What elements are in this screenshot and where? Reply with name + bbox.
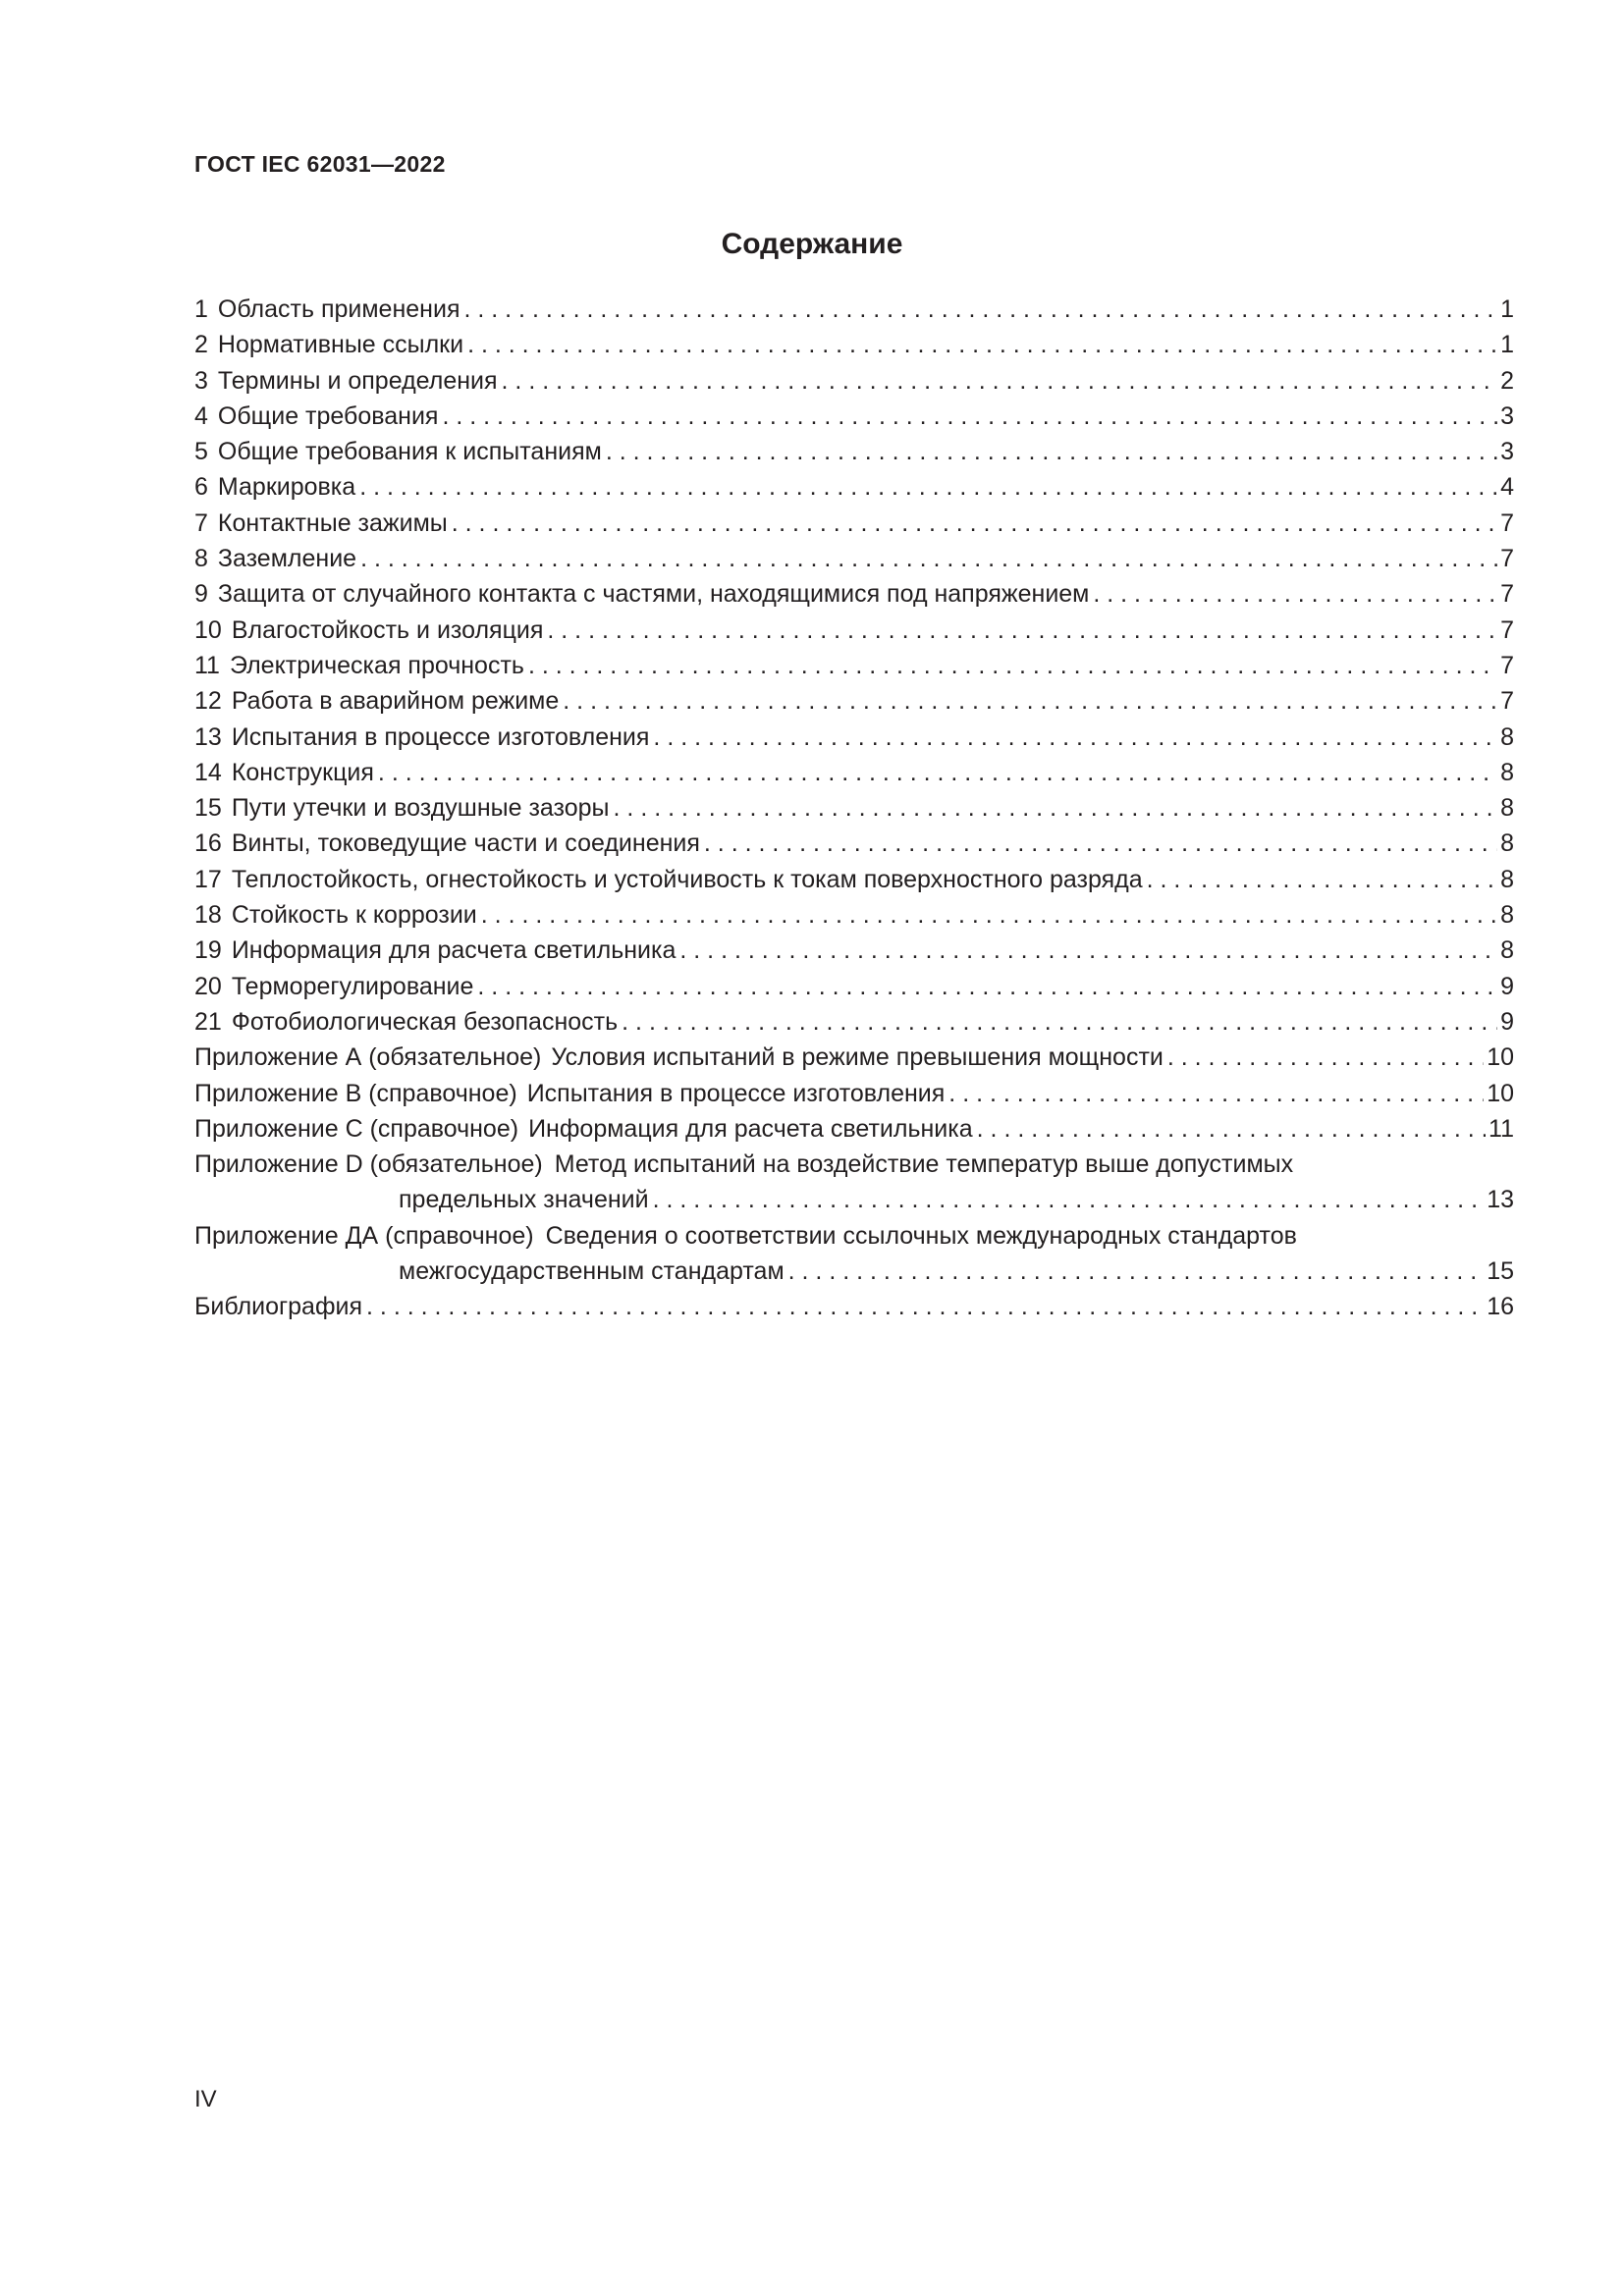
toc-page-number: 4 [1500,473,1514,502]
dot-leader [360,541,1497,576]
toc-entry-title: Информация для расчета светильника [231,936,677,965]
toc-page-number: 3 [1500,401,1514,430]
dot-leader [1093,576,1497,612]
toc-entry[interactable] [194,862,1514,897]
toc-page-number: 8 [1500,758,1514,786]
dot-leader [477,969,1497,1004]
annex-label: Приложение А (обязательное) [194,1043,542,1072]
dot-leader [653,720,1497,755]
toc-page-number: 10 [1487,1079,1514,1107]
toc-entry-title: Конструкция [231,758,374,786]
toc-entry-number: 10 [194,615,222,644]
toc-entry[interactable] [194,292,1514,327]
dot-leader [563,683,1497,719]
toc-entry[interactable] [194,576,1514,612]
toc-entry-title: Маркировка [217,473,356,502]
toc-entry-title: Испытания в процессе изготовления [231,722,650,751]
page-title: Содержание [721,228,903,260]
toc-page-number: 13 [1487,1186,1514,1214]
toc-entry[interactable] [194,506,1514,541]
toc-entry-number: 14 [194,758,222,786]
dot-leader [948,1076,1484,1111]
toc-entry-title: Общие требования [217,401,439,430]
toc-entry-number: 7 [194,508,208,537]
toc-entry-title: Условия испытаний в режиме превышения мощности [551,1043,1164,1072]
toc-page-number: 11 [1489,1114,1514,1143]
toc-entry-number: 1 [194,295,208,323]
dot-leader [704,826,1497,861]
toc-page-number: 15 [1487,1257,1514,1286]
toc-sections [194,292,1514,1040]
toc-page-number: 1 [1500,331,1514,359]
dot-leader [622,1004,1497,1040]
toc-page-number: 9 [1500,1007,1514,1036]
toc-entry-annex-da[interactable] [194,1218,1514,1290]
toc-entry[interactable] [194,327,1514,362]
toc-entry[interactable] [194,790,1514,826]
toc-page-number: 7 [1500,580,1514,609]
toc-entry-title-line1: Метод испытаний на воздействие температур выше допустимых [554,1150,1294,1179]
annex-label: Приложение D (обязательное) [194,1150,543,1179]
toc-entry[interactable] [194,755,1514,790]
toc-entry-title: Контактные зажимы [217,508,448,537]
dot-leader [1167,1040,1484,1075]
dot-leader [359,469,1497,505]
dot-leader [606,434,1497,469]
dot-leader [653,1182,1485,1217]
toc-page-number: 8 [1500,794,1514,823]
toc-page-number: 16 [1487,1293,1514,1321]
dot-leader [788,1254,1485,1289]
toc-entry-number: 8 [194,545,208,573]
dot-leader [366,1289,1484,1324]
dot-leader [528,648,1497,683]
dot-leader [481,897,1497,933]
standard-designation: ГОСТ IEC 62031—2022 [194,151,446,177]
toc-entry[interactable] [194,399,1514,434]
toc-entry-number: 20 [194,972,222,1000]
dot-leader [467,327,1497,362]
dot-leader [378,755,1497,790]
toc-entry-number: 4 [194,401,208,430]
toc-entry[interactable] [194,613,1514,648]
toc-entry-title: Электрическая прочность [229,651,524,679]
dot-leader [977,1111,1486,1147]
toc-page-number: 8 [1500,722,1514,751]
toc-page-number: 8 [1500,829,1514,858]
dot-leader [679,933,1497,968]
annex-label: Приложение В (справочное) [194,1079,517,1107]
toc-entry-number: 16 [194,829,222,858]
toc-entry-annex-b[interactable] [194,1076,1514,1111]
toc-entry[interactable] [194,897,1514,933]
dot-leader [614,790,1498,826]
toc-entry-annex-d[interactable] [194,1147,1514,1218]
toc-entry-number: 11 [194,651,220,679]
toc-entry-title: Защита от случайного контакта с частями, находящимися под напряжением [217,580,1090,609]
toc-page-number: 3 [1500,438,1514,466]
toc-page-number: 1 [1500,295,1514,323]
dot-leader [502,363,1498,399]
toc-entry[interactable] [194,469,1514,505]
dot-leader [452,506,1497,541]
toc-entry[interactable] [194,541,1514,576]
toc-entry-number: 12 [194,687,222,716]
toc-entry-number: 21 [194,1007,222,1036]
toc-entry-title: Нормативные ссылки [217,331,464,359]
toc-entry-number: 3 [194,366,208,395]
toc-entry-title: Термины и определения [217,366,498,395]
table-of-contents [194,292,1514,1325]
toc-entry-title: Область применения [217,295,460,323]
toc-entry-annex-a[interactable] [194,1040,1514,1075]
dot-leader [1147,862,1497,897]
page-number: IV [194,2086,217,2112]
toc-entry[interactable] [194,648,1514,683]
toc-entry-title: Общие требования к испытаниям [217,438,602,466]
toc-entry-number: 18 [194,901,222,930]
toc-page-number: 8 [1500,901,1514,930]
toc-entry[interactable] [194,1004,1514,1040]
annex-label: Приложение ДА (справочное) [194,1221,534,1250]
toc-entry-title: Библиография [194,1293,363,1321]
toc-entry-number: 9 [194,580,208,609]
toc-page-number: 8 [1500,936,1514,965]
toc-entry-title: Фотобиологическая безопасность [231,1007,619,1036]
dot-leader [442,399,1497,434]
toc-entry-number: 17 [194,865,222,893]
toc-entry-bibliography[interactable] [194,1289,1514,1324]
toc-entry[interactable] [194,720,1514,755]
toc-page-number: 8 [1500,865,1514,893]
dot-leader [463,292,1497,327]
toc-entry-number: 15 [194,794,222,823]
toc-entry-number: 13 [194,722,222,751]
annex-label: Приложение С (справочное) [194,1114,519,1143]
toc-entry[interactable] [194,933,1514,968]
toc-entry-annex-c[interactable] [194,1111,1514,1147]
dot-leader [547,613,1497,648]
toc-entry-number: 2 [194,331,208,359]
toc-entry-title: Винты, токоведущие части и соединения [231,829,700,858]
toc-page-number: 7 [1500,687,1514,716]
toc-entry-title-line1: Сведения о соответствии ссылочных международных стандартов [545,1221,1297,1250]
toc-entry[interactable] [194,826,1514,861]
toc-entry[interactable] [194,683,1514,719]
toc-page-number: 7 [1500,545,1514,573]
toc-entry-title: Испытания в процессе изготовления [526,1079,946,1107]
toc-page-number: 9 [1500,972,1514,1000]
toc-entry[interactable] [194,363,1514,399]
toc-entry-number: 19 [194,936,222,965]
toc-entry-title: Теплостойкость, огнестойкость и устойчивость к токам поверхностного разряда [231,865,1143,893]
toc-entry-title: Работа в аварийном режиме [231,687,560,716]
toc-page-number: 7 [1500,508,1514,537]
toc-page-number: 10 [1487,1043,1514,1072]
toc-page-number: 7 [1500,615,1514,644]
toc-entry[interactable] [194,969,1514,1004]
toc-entry-title: Информация для расчета светильника [528,1114,973,1143]
toc-page-number: 2 [1500,366,1514,395]
toc-page-number: 7 [1500,651,1514,679]
toc-entry-title: Стойкость к коррозии [231,901,477,930]
toc-entry-title-line2: предельных значений [399,1186,649,1214]
toc-entry-number: 6 [194,473,208,502]
toc-entry[interactable] [194,434,1514,469]
toc-entry-number: 5 [194,438,208,466]
toc-entry-title: Пути утечки и воздушные зазоры [231,794,610,823]
toc-entry-title: Влагостойкость и изоляция [231,615,544,644]
toc-entry-title: Заземление [217,545,357,573]
toc-entry-title-line2: межгосударственным стандартам [399,1257,785,1286]
toc-entry-title: Терморегулирование [231,972,474,1000]
